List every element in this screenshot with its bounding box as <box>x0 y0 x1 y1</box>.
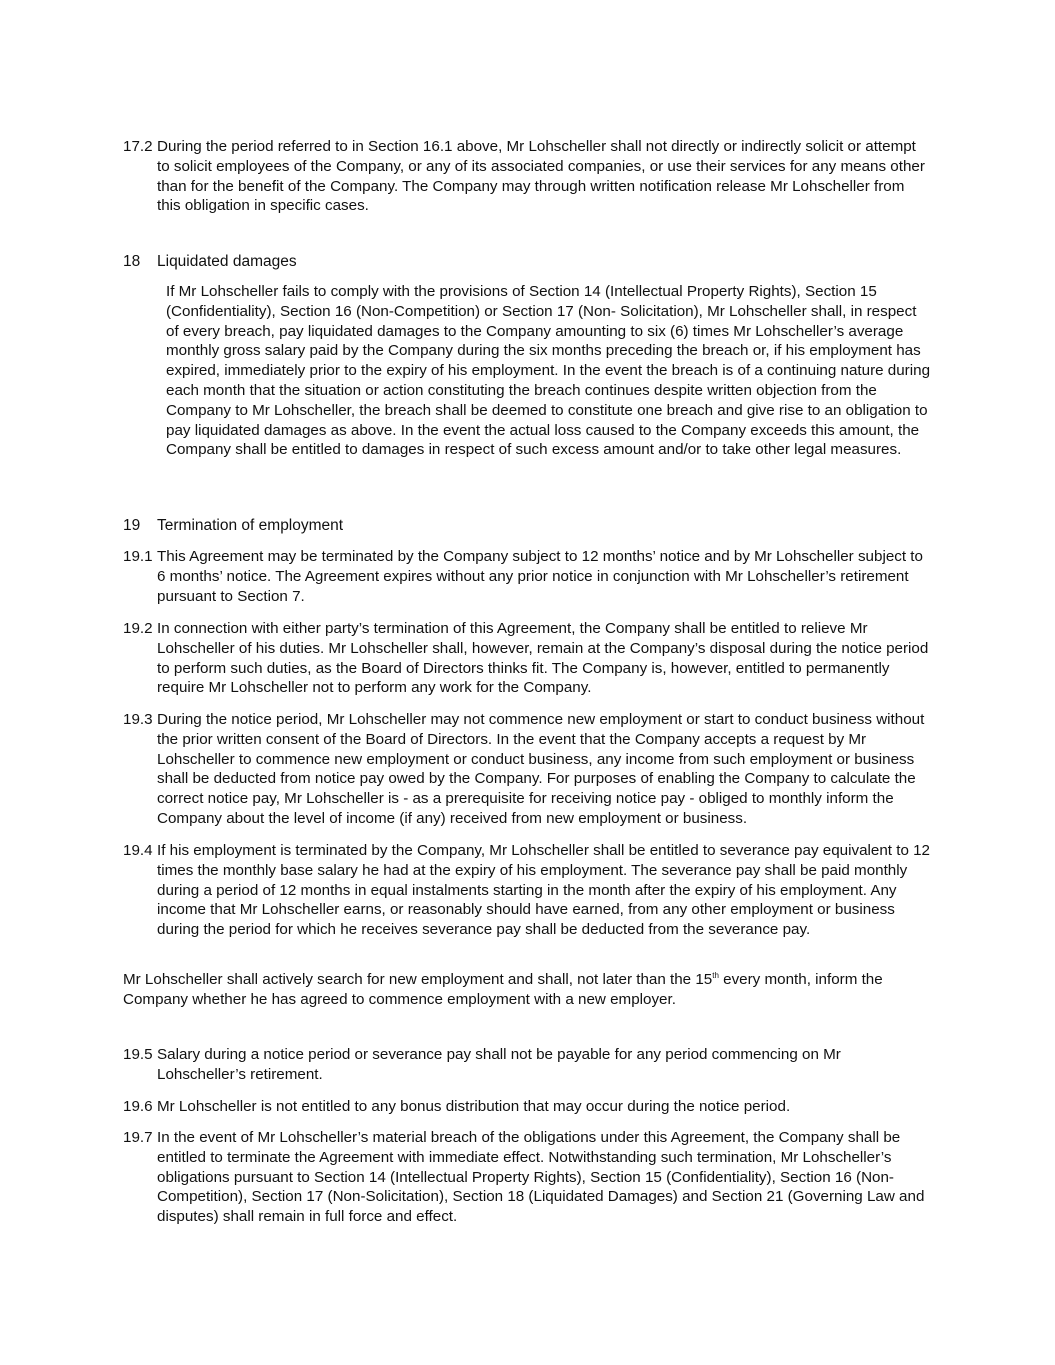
clause-number: 19.2 <box>123 620 153 637</box>
paragraph-text-end: every month, inform the Company whether he has agreed to commence employment with a new employer. <box>123 971 883 1008</box>
section-number: 19 <box>123 517 141 534</box>
clause-text: Mr Lohscheller is not entitled to any bonus distribution that may occur during the notice period. <box>157 1098 791 1115</box>
clause-19-7 <box>123 1128 931 1227</box>
paragraph-text-start: Mr Lohscheller shall actively search for new employment and shall, not later than the 15 <box>123 971 713 988</box>
job-search-paragraph <box>123 970 931 1010</box>
section-heading-19 <box>123 516 343 536</box>
clause-number: 19.4 <box>123 842 153 859</box>
clause-text: During the notice period, Mr Lohscheller may not commence new employment or start to conduct business without the prior written consent of the Board of Directors. In the event that the Company accepts a request by Mr Lohscheller to commence new employment or conduct business, any income from such employment or business shall be deducted from notice pay owed by the Company. For purposes of enabling the Company to calculate the correct notice pay, Mr Lohscheller is - as a prerequisite for receiving notice pay - obliged to monthly inform the Company about the level of income (if any) received from new employment or business. <box>157 711 925 827</box>
clause-19-5 <box>123 1045 931 1085</box>
clause-number: 17.2 <box>123 138 153 155</box>
clause-19-2 <box>123 619 931 698</box>
clause-number: 19.1 <box>123 548 153 565</box>
section-title: Liquidated damages <box>157 253 297 270</box>
section-number: 18 <box>123 253 141 270</box>
clause-number: 19.3 <box>123 711 153 728</box>
clause-number: 19.7 <box>123 1129 153 1146</box>
section-title: Termination of employment <box>157 517 344 534</box>
section-heading-18 <box>123 252 297 272</box>
clause-19-4 <box>123 841 931 940</box>
clause-text: During the period referred to in Section 16.1 above, Mr Lohscheller shall not directly or indirectly solicit or attempt to solicit employees of the Company, or any of its associated companies, or use their services for any means other than for the benefit of the Company. The Company may through written notification release Mr Lohscheller from this obligation in specific cases. <box>157 138 925 215</box>
clause-19-6 <box>123 1097 931 1117</box>
clause-text: Salary during a notice period or severance pay shall not be payable for any period commencing on Mr Lohscheller’s retirement. <box>157 1046 841 1083</box>
clause-text: In connection with either party’s termination of this Agreement, the Company shall be entitled to relieve Mr Lohscheller of his duties. Mr Lohscheller shall, however, remain at the Company’s disposal during the notice period to perform such duties, as the Board of Directors thinks fit. The Company is, however, entitled to permanently require Mr Lohscheller not to perform any work for the Company. <box>157 620 929 697</box>
clause-19-3 <box>123 710 931 829</box>
clause-text: In the event of Mr Lohscheller’s material breach of the obligations under this Agreement, the Company shall be entitled to terminate the Agreement with immediate effect. Notwithstanding such termination, Mr Lohscheller’s obligations pursuant to Section 14 (Intellectual Property Rights), Section 15 (Confidentiality), Section 16 (Non-Competition), Section 17 (Non-Solicitation), Section 18 (Liquidated Damages) and Section 21 (Governing Law and disputes) shall remain in full force and effect. <box>157 1129 925 1226</box>
ordinal-suffix: th <box>712 970 719 980</box>
clause-number: 19.5 <box>123 1046 153 1063</box>
clause-text: If his employment is terminated by the Company, Mr Lohscheller shall be entitled to severance pay equivalent to 12 times the monthly base salary he had at the expiry of his employment. The severance pay shall be paid monthly during a period of 12 months in equal instalments starting in the month after the expiry of his employment. Any income that Mr Lohscheller earns, or reasonably should have earned, from any other employment or business during the period for which he receives severance pay shall be deducted from the severance pay. <box>157 842 931 939</box>
clause-17-2 <box>123 137 931 216</box>
section-18-body: If Mr Lohscheller fails to comply with the provisions of Section 14 (Intellectual Property Rights), Section 15 (Confidentiality), Section 16 (Non-Competition) or Section 17 (Non- Solicitation), Mr Lohscheller shall, in respect of every breach, pay liquidated damages to the Company amounting to six (6) times Mr Lohscheller’s average monthly gross salary paid by the Company during the six months preceding the breach or, if his employment has expired, immediately prior to the expiry of his employment. In the event the breach is of a continuing nature during each month that the situation or action constituting the breach continues despite written objection from the Company to Mr Lohscheller, the breach shall be deemed to constitute one breach and give rise to an obligation to pay liquidated damages as above. In the event the actual loss caused to the Company exceeds this amount, the Company shall be entitled to damages in respect of such excess amount and/or to take other legal measures. <box>166 283 931 459</box>
clause-19-1 <box>123 547 931 606</box>
clause-text: This Agreement may be terminated by the Company subject to 12 months’ notice and by Mr Lohscheller subject to 6 months’ notice. The Agreement expires without any prior notice in conjunction with Mr Lohscheller’s retirement pursuant to Section 7. <box>157 548 923 605</box>
clause-number: 19.6 <box>123 1098 153 1115</box>
